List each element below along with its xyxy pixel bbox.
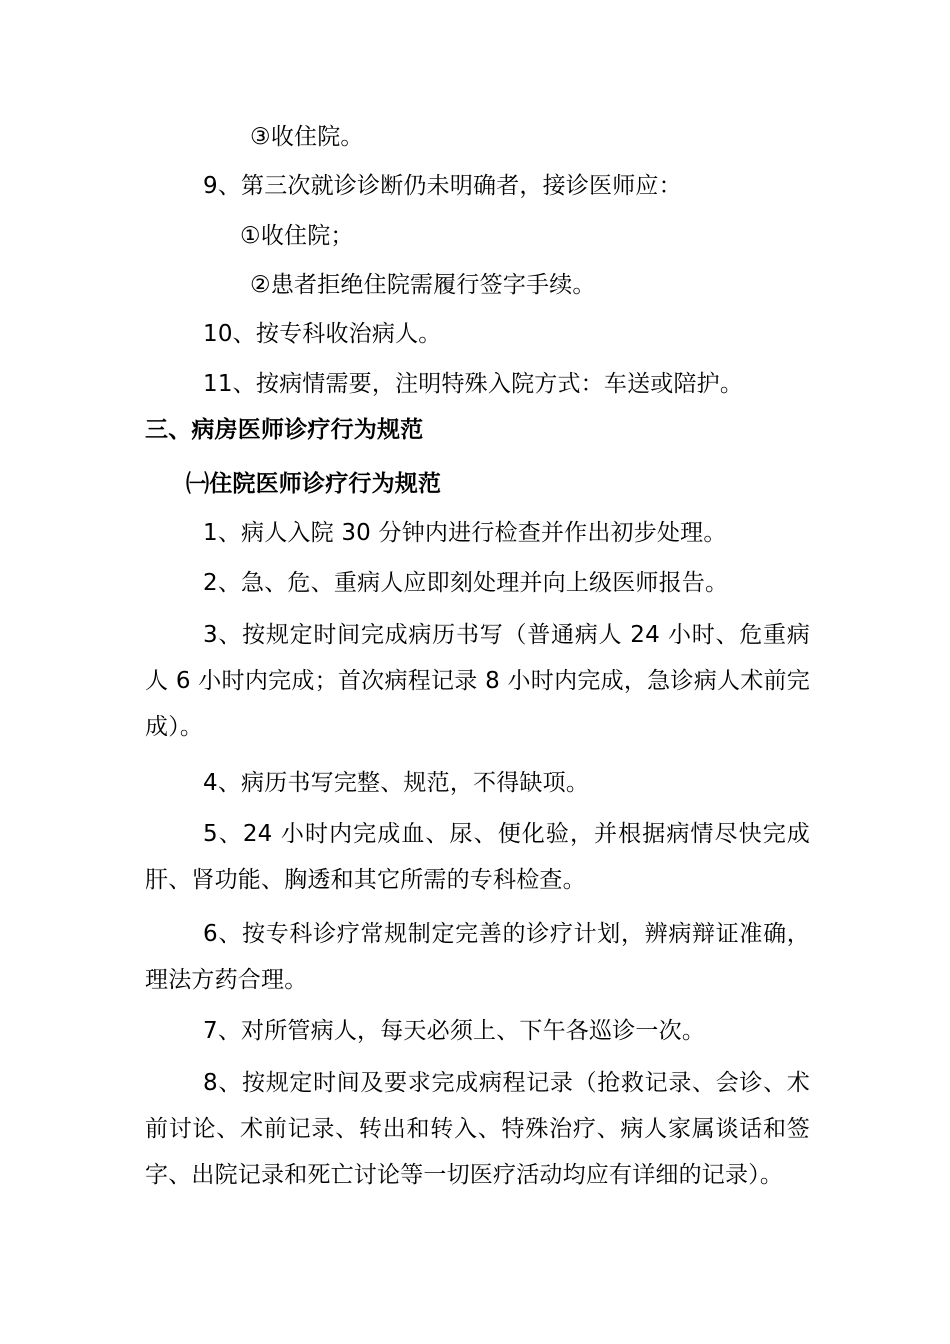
- rule-item-2: 2、急、危、重病人应即刻处理并向上级医师报告。: [203, 570, 729, 596]
- rule-item-1: 1、病人入院 30 分钟内进行检查并作出初步处理。: [203, 520, 727, 546]
- rule-item-6: 6、按专科诊疗常规制定完善的诊疗计划，辨病辩证准确，理法方药合理。: [145, 921, 810, 993]
- rule-item-8: 8、按规定时间及要求完成病程记录（抢救记录、会诊、术前讨论、术前记录、转出和转入、特殊治疗、病人家属谈话和签字、出院记录和死亡讨论等一切医疗活动均应有详细的记录）。: [145, 1070, 810, 1188]
- list-item-10: 10、按专科收治病人。: [203, 321, 442, 347]
- sub-item-2: ②患者拒绝住院需履行签字手续。: [250, 272, 596, 298]
- rule-item-7: 7、对所管病人，每天必须上、下午各巡诊一次。: [203, 1018, 706, 1044]
- rule-item-4: 4、病历书写完整、规范，不得缺项。: [203, 770, 590, 796]
- sub-item-1: ①收住院；: [240, 223, 354, 249]
- list-item-9: 9、第三次就诊诊断仍未明确者，接诊医师应：: [203, 173, 682, 199]
- subsection-heading: ㈠住院医师诊疗行为规范: [186, 471, 442, 497]
- list-item-11: 11、按病情需要，注明特殊入院方式：车送或陪护。: [203, 371, 744, 397]
- rule-item-3: 3、按规定时间完成病历书写（普通病人 24 小时、危重病人 6 小时内完成；首次病程记录 8 小时内完成，急诊病人术前完成）。: [145, 622, 810, 740]
- rule-item-5: 5、24 小时内完成血、尿、便化验，并根据病情尽快完成肝、肾功能、胸透和其它所需的专科检查。: [145, 821, 810, 893]
- section-heading: 三、病房医师诊疗行为规范: [145, 417, 424, 443]
- text-line: ③收住院。: [250, 124, 364, 150]
